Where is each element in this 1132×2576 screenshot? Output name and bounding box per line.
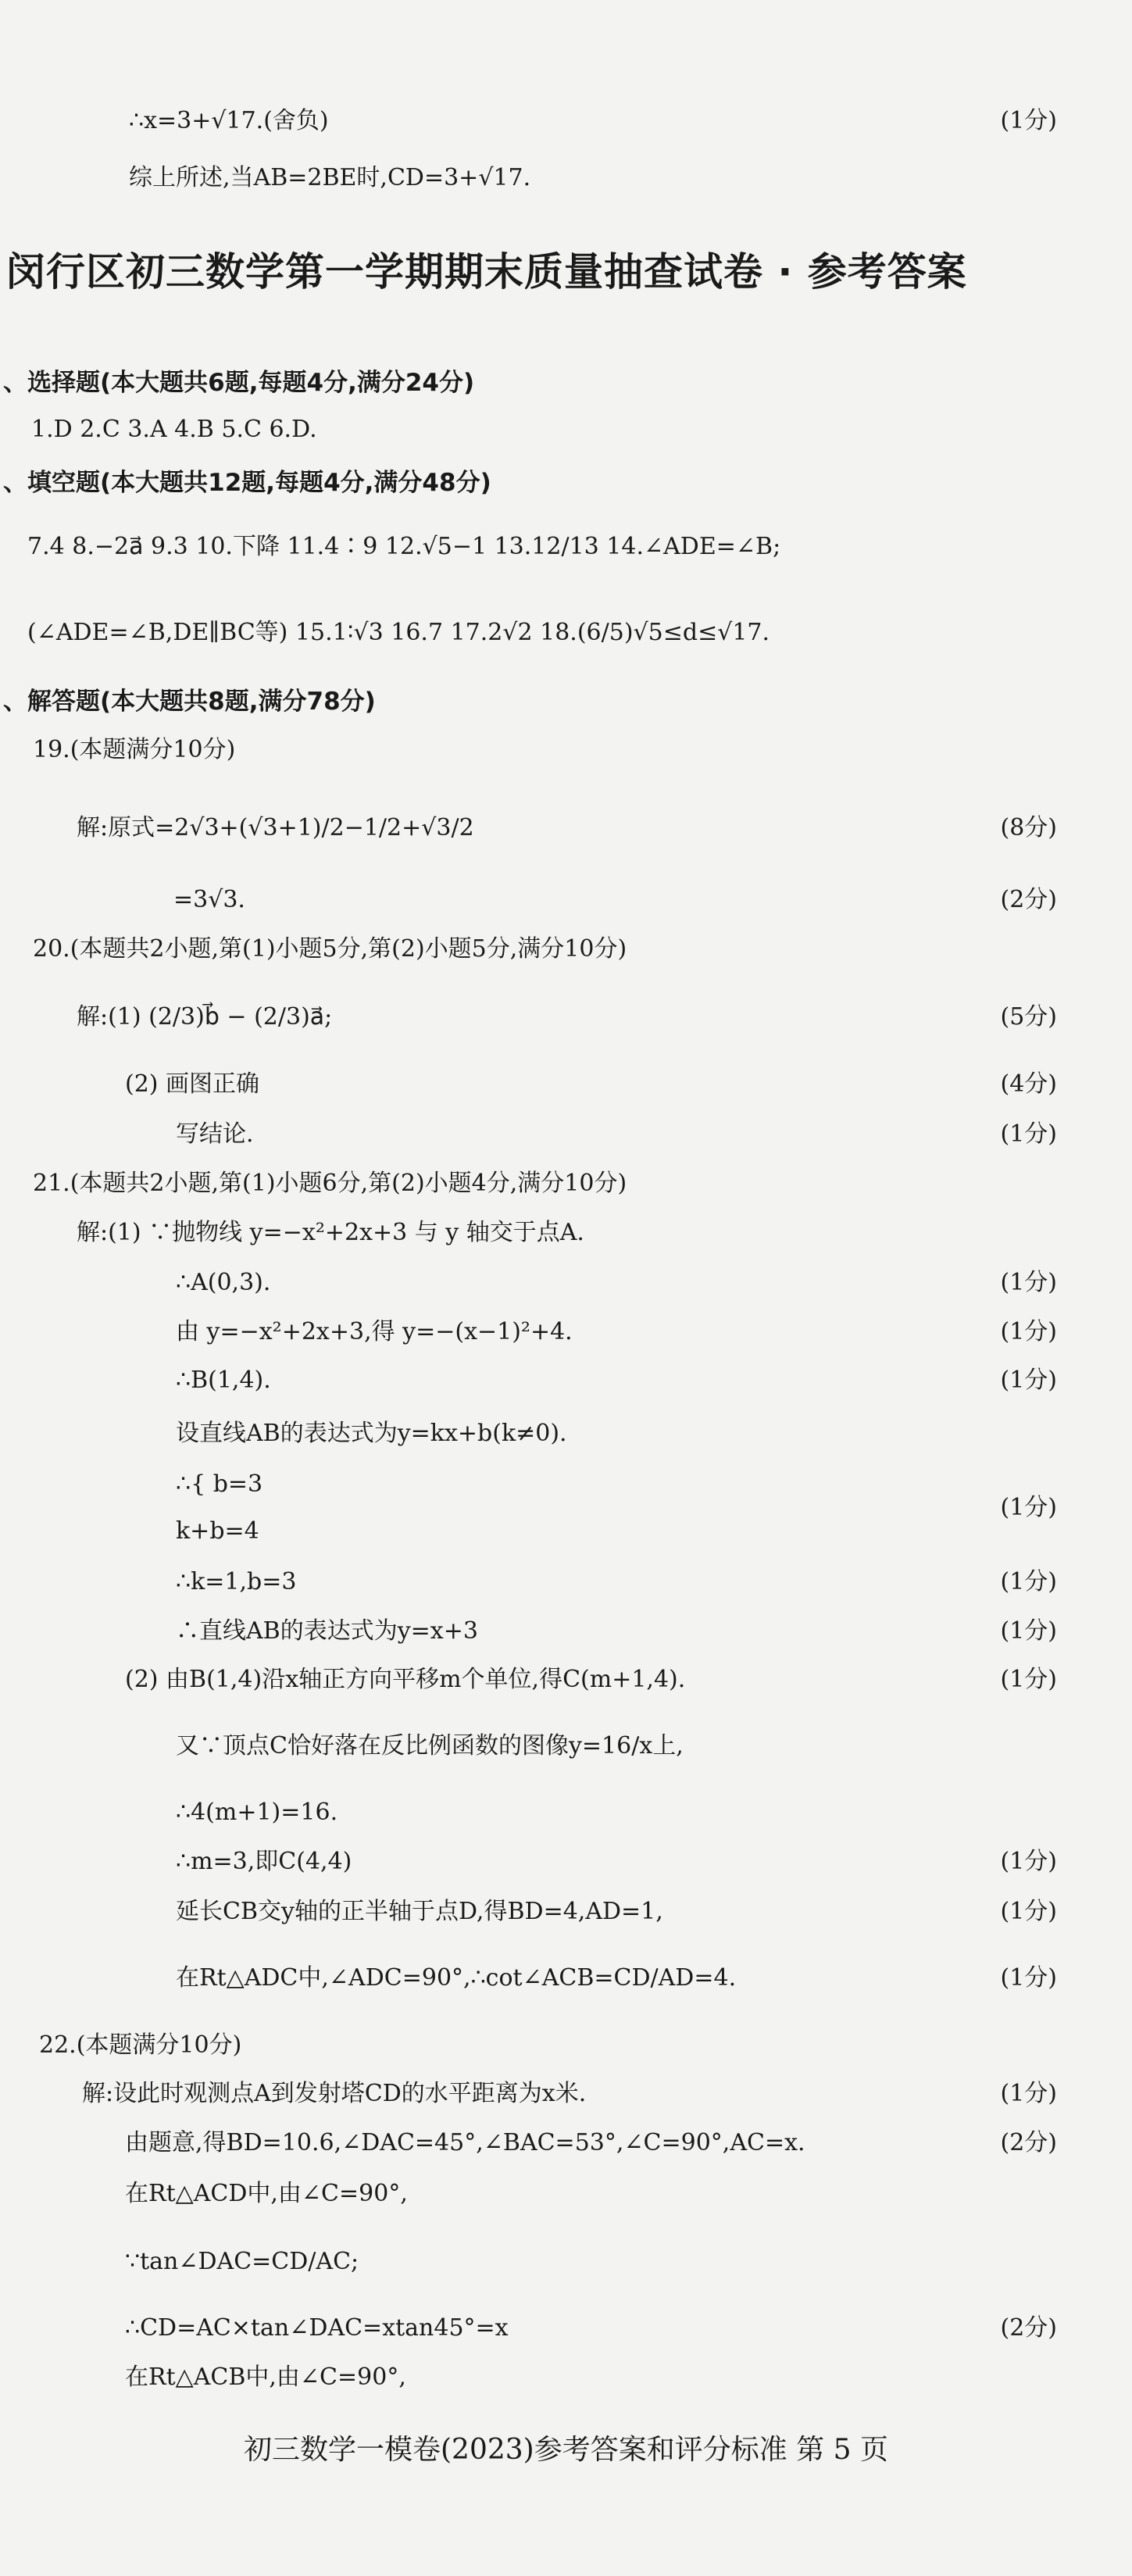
answer-line: ∴A(0,3). [176, 1269, 271, 1296]
score-mark: (1分) [1000, 1120, 1057, 1148]
answer-line: 解:原式=2√3+(√3+1)/2−1/2+√3/2 [77, 814, 474, 841]
answer-line: 延长CB交y轴的正半轴于点D,得BD=4,AD=1, [176, 1898, 663, 1925]
answer-line: 由 y=−x²+2x+3,得 y=−(x−1)²+4. [176, 1318, 573, 1345]
answer-line: ∴直线AB的表达式为y=x+3 [176, 1617, 478, 1645]
score-mark: (1分) [1000, 1318, 1057, 1345]
score-mark: (1分) [1000, 1666, 1057, 1693]
answer-line: 19.(本题满分10分) [33, 736, 236, 763]
answer-line: 解:设此时观测点A到发射塔CD的水平距离为x米. [82, 2080, 587, 2107]
answer-line: 解:(1) (2/3)b⃗ − (2/3)a⃗; [77, 1003, 333, 1031]
score-mark: (2分) [1000, 2129, 1057, 2156]
answer-line: =3√3. [173, 886, 245, 913]
answer-line: 20.(本题共2小题,第(1)小题5分,第(2)小题5分,满分10分) [33, 935, 627, 963]
score-mark: (1分) [1000, 1848, 1057, 1875]
answer-line: ∵tan∠DAC=CD/AC; [125, 2248, 359, 2275]
answer-line: (∠ADE=∠B,DE∥BC等) 15.1∶√3 16.7 17.2√2 18.(6/5)√5≤d≤√17. [27, 619, 770, 646]
answer-line: ∴B(1,4). [176, 1367, 271, 1394]
answer-line: 设直线AB的表达式为y=kx+b(k≠0). [176, 1420, 567, 1447]
answer-line: 在Rt△ACD中,由∠C=90°, [125, 2180, 408, 2207]
section-heading: 、解答题(本大题共8题,满分78分) [3, 688, 376, 716]
score-mark: (1分) [1000, 1617, 1057, 1645]
answer-line: ∴CD=AC×tan∠DAC=xtan45°=x [125, 2314, 509, 2342]
score-mark: (5分) [1000, 1003, 1057, 1031]
score-mark: (8分) [1000, 814, 1057, 841]
score-mark: (1分) [1000, 107, 1057, 134]
score-mark: (1分) [1000, 1898, 1057, 1925]
score-mark: (1分) [1000, 1367, 1057, 1394]
section-heading: 、填空题(本大题共12题,每题4分,满分48分) [3, 469, 491, 497]
answer-line: ∴k=1,b=3 [176, 1568, 297, 1595]
score-mark: (1分) [1000, 1494, 1057, 1521]
page-footer: 初三数学一模卷(2023)参考答案和评分标准 第 5 页 [244, 2434, 888, 2466]
answer-line: ∴m=3,即C(4,4) [176, 1848, 352, 1875]
answer-line: ∴x=3+√17.(舍负) [129, 107, 329, 134]
score-mark: (2分) [1000, 2314, 1057, 2342]
answer-line: 在Rt△ACB中,由∠C=90°, [125, 2363, 406, 2391]
answer-line: (2) 画图正确 [125, 1070, 260, 1098]
answer-line: 22.(本题满分10分) [39, 2031, 242, 2059]
answer-line: 解:(1) ∵抛物线 y=−x²+2x+3 与 y 轴交于点A. [77, 1219, 584, 1246]
answer-line: ∴4(m+1)=16. [176, 1799, 338, 1826]
section-heading: 、选择题(本大题共6题,每题4分,满分24分) [3, 369, 475, 397]
answer-line: 1.D 2.C 3.A 4.B 5.C 6.D. [31, 416, 317, 443]
answer-line: 在Rt△ADC中,∠ADC=90°,∴cot∠ACB=CD/AD=4. [176, 1964, 737, 1992]
answer-line: 21.(本题共2小题,第(1)小题6分,第(2)小题4分,满分10分) [33, 1170, 627, 1197]
page-title: 闵行区初三数学第一学期期末质量抽查试卷 · 参考答案 [6, 249, 967, 295]
answer-line: ∴{ b=3 [176, 1470, 263, 1498]
answer-line: 又∵顶点C恰好落在反比例函数的图像y=16/x上, [176, 1732, 684, 1760]
answer-line: (2) 由B(1,4)沿x轴正方向平移m个单位,得C(m+1,4). [125, 1666, 686, 1693]
answer-line: 写结论. [176, 1120, 254, 1148]
answer-line: 由题意,得BD=10.6,∠DAC=45°,∠BAC=53°,∠C=90°,AC=x. [125, 2129, 805, 2156]
score-mark: (2分) [1000, 886, 1057, 913]
score-mark: (1分) [1000, 1568, 1057, 1595]
score-mark: (1分) [1000, 2080, 1057, 2107]
score-mark: (4分) [1000, 1070, 1057, 1098]
answer-line: 综上所述,当AB=2BE时,CD=3+√17. [129, 164, 531, 191]
answer-line: 7.4 8.−2a⃗ 9.3 10.下降 11.4∶9 12.√5−1 13.12/13 14.∠ADE=∠B; [27, 533, 781, 560]
score-mark: (1分) [1000, 1964, 1057, 1992]
answer-line: k+b=4 [176, 1517, 259, 1545]
score-mark: (1分) [1000, 1269, 1057, 1296]
